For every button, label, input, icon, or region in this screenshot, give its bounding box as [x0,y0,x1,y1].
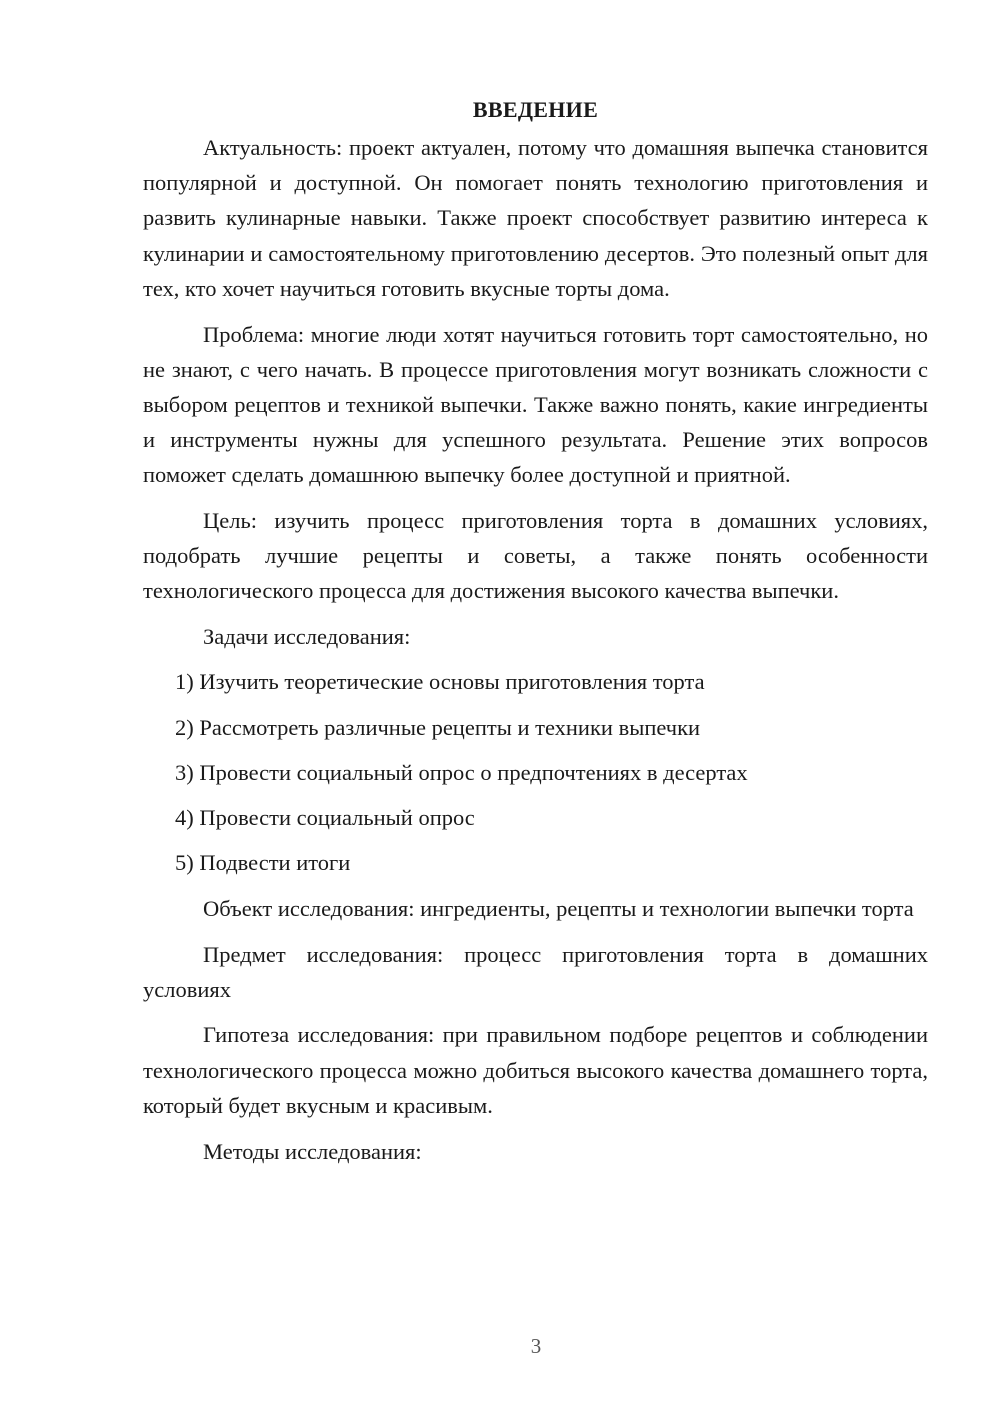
list-item: 1) Изучить теоретические основы приготовления торта [175,669,705,695]
list-item: 2) Рассмотреть различные рецепты и техники выпечки [175,714,701,740]
document-page [143,92,928,1169]
page-number: 3 [530,1334,542,1358]
problem-paragraph: Проблема: многие люди хотят научиться готовить торт самостоятельно, но не знают, с чего начать. В процессе приготовления могут возникать сложности с выбором рецептов и техникой выпечки. Также важно понять, какие ингредиенты и инструменты нужны для успешного результата. Решение этих вопросов поможет сделать домашнюю выпечку более доступной и приятной. [143,321,928,488]
list-item: 4) Провести социальный опрос [175,804,475,830]
relevance-paragraph: Актуальность: проект актуален, потому что домашняя выпечка становится популярной и доступной. Он помогает понять технологию приготовления и развить кулинарные навыки. Также проект способствует развитию интереса к кулинарии и самостоятельному приготовлению десертов. Это полезный опыт для тех, кто хочет научиться готовить вкусные торты дома. [143,135,928,301]
list-item: 3) Провести социальный опрос о предпочтениях в десертах [175,759,748,785]
object-paragraph: Объект исследования: ингредиенты, рецепты и технологии выпечки торта [203,895,914,921]
list-item: 5) Подвести итоги [175,850,351,876]
hypothesis-paragraph: Гипотеза исследования: при правильном подборе рецептов и соблюдении технологического процесса можно добиться высокого качества домашнего торта, который будет вкусным и красивым. [143,1022,928,1118]
tasks-list [143,664,928,880]
methods-heading: Методы исследования: [203,1138,422,1164]
goal-paragraph: Цель: изучить процесс приготовления торта в домашних условиях, подобрать лучшие рецепты и советы, а также понять особенности технологического процесса для достижения высокого качества выпечки. [143,508,928,604]
subject-paragraph: Предмет исследования: процесс приготовления торта в домашних условиях [143,941,928,1002]
page-title: ВВЕДЕНИЕ [472,97,599,122]
tasks-heading: Задачи исследования: [203,624,411,650]
